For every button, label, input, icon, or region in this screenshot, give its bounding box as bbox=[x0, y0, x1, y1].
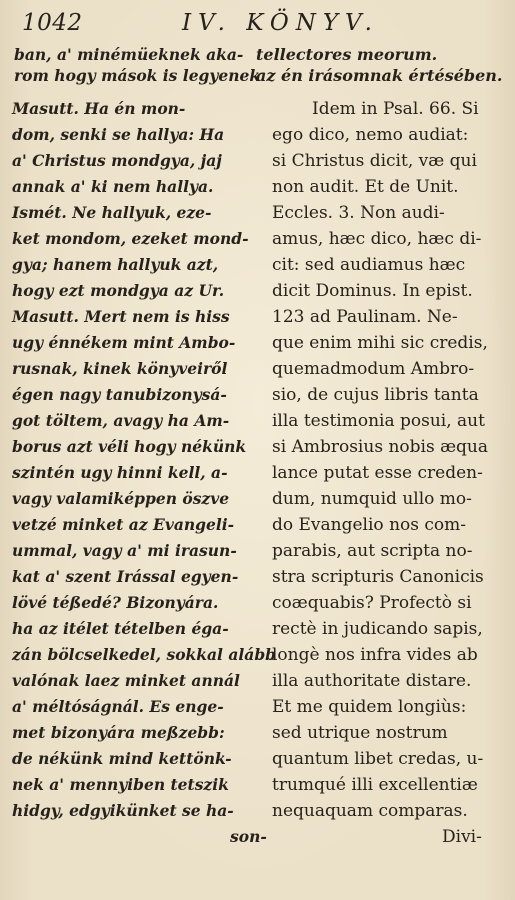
text-line: ha az itélet tételben éga- bbox=[12, 619, 229, 638]
text-line: lövé téßedé? Bizonyára. bbox=[12, 593, 219, 612]
text-line: lance putat esse creden- bbox=[272, 463, 483, 483]
text-line: a' méltóságnál. Es enge- bbox=[12, 697, 224, 716]
text-line: do Evangelio nos com- bbox=[272, 515, 467, 535]
text-line: dom, senki se hallya: Ha bbox=[12, 125, 225, 144]
latin-column bbox=[272, 96, 504, 850]
text-line: si Ambrosius nobis æqua bbox=[272, 437, 489, 457]
text-line: a' Christus mondgya, jaj bbox=[12, 151, 222, 170]
top-line-right: tellectores meorum. bbox=[256, 45, 438, 64]
top-lines bbox=[14, 44, 502, 86]
text-line: de nékünk mind kettönk- bbox=[12, 749, 232, 768]
text-line: ket mondom, ezeket mond- bbox=[12, 229, 249, 248]
text-line: rectè in judicando sapis, bbox=[272, 619, 483, 639]
text-line: son- bbox=[230, 827, 267, 846]
text-line: Masutt. Mert nem is hiss bbox=[12, 307, 230, 326]
text-line: ummal, vagy a' mi irasun- bbox=[12, 541, 237, 560]
text-line: illa authoritate distare. bbox=[272, 671, 472, 691]
text-line: Ismét. Ne hallyuk, eze- bbox=[12, 203, 212, 222]
text-line: sed utrique nostrum bbox=[272, 723, 448, 743]
text-line: got töltem, avagy ha Am- bbox=[12, 411, 230, 430]
text-line: kat a' szent Irással egyen- bbox=[12, 567, 239, 586]
text-line: hidgy, edgyikünket se ha- bbox=[12, 801, 234, 820]
top-line bbox=[14, 65, 502, 86]
top-line-right: az én irásomnak értésében. bbox=[256, 66, 503, 85]
text-line: ugy énnékem mint Ambo- bbox=[12, 333, 236, 352]
text-line: longè nos infra vides ab bbox=[272, 645, 478, 665]
text-line: borus azt véli hogy nékünk bbox=[12, 437, 247, 456]
hungarian-column bbox=[12, 96, 276, 850]
text-line: cit: sed audiamus hæc bbox=[272, 255, 466, 275]
top-line-left: ban, a' minémüeknek aka- bbox=[14, 45, 244, 64]
text-line: dicit Dominus. In epist. bbox=[272, 281, 473, 301]
text-line: rusnak, kinek könyveiről bbox=[12, 359, 228, 378]
text-line: 123 ad Paulinam. Ne- bbox=[272, 307, 458, 327]
text-line: valónak laez minket annál bbox=[12, 671, 240, 690]
text-line: parabis, aut scripta no- bbox=[272, 541, 473, 561]
running-head: IV. KÖNYV. bbox=[182, 10, 379, 36]
text-line: vetzé minket az Evangeli- bbox=[12, 515, 235, 534]
text-line: coæquabis? Profectò si bbox=[272, 593, 472, 613]
text-line: Et me quidem longiùs: bbox=[272, 697, 467, 717]
text-line: amus, hæc dico, hæc di- bbox=[272, 229, 482, 249]
text-line: Eccles. 3. Non audi- bbox=[272, 203, 445, 223]
text-line: trumqué illi excellentiæ bbox=[272, 775, 478, 795]
text-line: que enim mihi sic credis, bbox=[272, 333, 488, 353]
text-line: illa testimonia posui, aut bbox=[272, 411, 485, 431]
text-line: ego dico, nemo audiat: bbox=[272, 125, 469, 145]
text-line: Masutt. Ha én mon- bbox=[12, 99, 186, 118]
text-line: quantum libet credas, u- bbox=[272, 749, 484, 769]
text-line: szintén ugy hinni kell, a- bbox=[12, 463, 228, 482]
text-line: annak a' ki nem hallya. bbox=[12, 177, 214, 196]
text-line: égen nagy tanubizonysá- bbox=[12, 385, 227, 404]
page-header bbox=[22, 10, 502, 40]
text-line: dum, numquid ullo mo- bbox=[272, 489, 472, 509]
text-line: zán bölcselkedel, sokkal alább bbox=[12, 645, 276, 664]
text-line: non audit. Et de Unit. bbox=[272, 177, 459, 197]
text-line: gya; hanem hallyuk azt, bbox=[12, 255, 219, 274]
text-line: vagy valamiképpen öszve bbox=[12, 489, 230, 508]
text-line: Divi- bbox=[442, 827, 482, 847]
top-line-left: rom hogy mások is legyenek bbox=[14, 66, 261, 85]
text-line: hogy ezt mondgya az Ur. bbox=[12, 281, 225, 300]
text-line: quemadmodum Ambro- bbox=[272, 359, 475, 379]
text-line: Idem in Psal. 66. Si bbox=[312, 99, 479, 119]
text-line: nequaquam comparas. bbox=[272, 801, 468, 821]
text-line: sio, de cujus libris tanta bbox=[272, 385, 479, 405]
page-number: 1042 bbox=[22, 10, 83, 36]
top-line bbox=[14, 44, 502, 65]
text-line: nek a' mennyiben tetszik bbox=[12, 775, 229, 794]
text-line: si Christus dicit, væ qui bbox=[272, 151, 477, 171]
text-line: stra scripturis Canonicis bbox=[272, 567, 484, 587]
text-line: met bizonyára meßzebb: bbox=[12, 723, 225, 742]
